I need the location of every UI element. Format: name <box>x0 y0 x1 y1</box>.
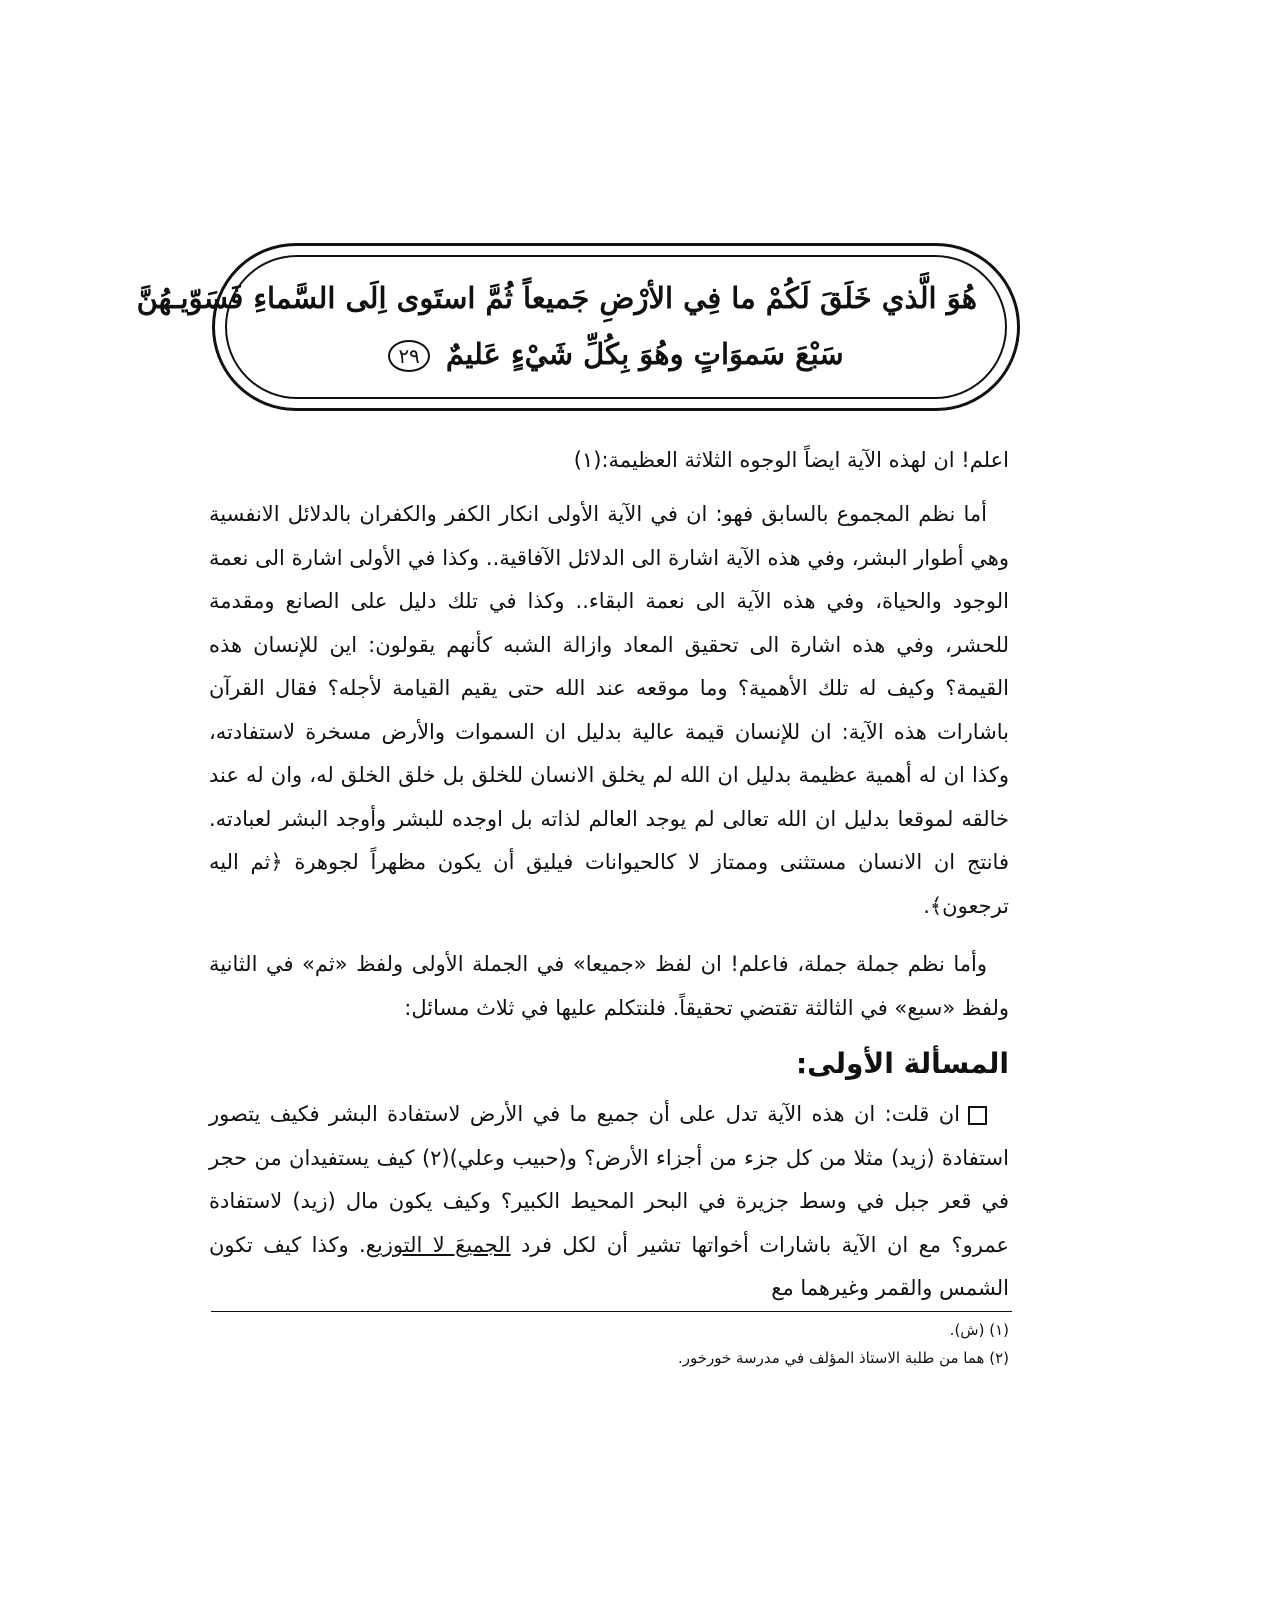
verse-line-1: هُوَ الَّذي خَلَقَ لَكُمْ ما فِي الأرْضِ جَميعاً ثُمَّ استَوى اِلَى السَّماءِ فَسَوّيـهُنَّ <box>136 281 977 315</box>
verse-frame <box>136 243 1020 411</box>
verse-line-2-text: سَبْعَ سَموَاتٍ وهُوَ بِكُلِّ شَيْءٍ عَليمٌ <box>445 337 844 371</box>
footnote-2: (٢) هما من طلبة الاستاذ المؤلف في مدرسة خورخور. <box>677 1349 1009 1367</box>
footnotes <box>678 1316 1009 1372</box>
paragraph-3-end: . وكذا كيف تكون الشمس والقمر وغيرهما مع <box>209 1232 1009 1300</box>
paragraph-3-main: ان قلت: ان هذه الآية تدل على أن جميع ما في الأرض لاستفادة البشر فكيف يتصور استفادة (زيد) مثلا من كل جزء من أجزاء الأرض؟ و(حبيب وعلي)(٢) كيف يستفيدان من حجر في قعر جبل في وسط جزيرة في البحر المحيط الكبير؟ وكيف يكون مال (زيد) لاستفادة عمرو؟ مع ان الآية باشارات أخواتها تشير أن لكل فرد <box>209 1102 1010 1257</box>
paragraph-3-underlined: الجميعَ لا التوزيع <box>365 1232 511 1257</box>
section-heading: المسألة الأولى: <box>795 1047 1009 1080</box>
paragraph-3-block <box>209 1093 1009 1311</box>
verse-line-2 <box>255 326 977 382</box>
paragraph-2: وأما نظم جملة جملة، فاعلم! ان لفظ «جميعا» في الجملة الأولى ولفظ «ثم» في الثانية ولفظ «سبع» في الثالثة تقتضي تحقيقاً. فلنتكلم عليها في ثلاث مسائل: <box>209 952 1009 1020</box>
footnote-divider <box>211 1311 1012 1312</box>
paragraph-2-block <box>209 943 1009 1030</box>
verse-number-badge: ٢٩ <box>388 340 429 372</box>
paragraph-3 <box>209 1093 1009 1311</box>
paragraph-1: أما نظم المجموع بالسابق فهو: ان في الآية الأولى انكار الكفر والكفران بالدلائل الانفسية وهي أطوار البشر، وفي هذه الآية اشارة الى الدلائل الآفاقية.. وكذا في الأولى اشارة الى نعمة الوجود والحياة، وفي هذه الآية الى نعمة البقاء.. وكذا في تلك دليل على الصانع ومقدمة للحشر، وفي هذه اشارة الى تحقيق المعاد وازالة الشبه كأنهم يقولون: اين للإنسان هذه القيمة؟ وكيف له تلك الأهمية؟ وما موقعه عند الله حتى يقيم القيامة لأجله؟ فقال القرآن باشارات هذه الآية: ان للإنسان قيمة عالية بدليل ان السموات والأرض مسخرة لاستفادته، وكذا ان له أهمية عظيمة بدليل ان الله لم يخلق الانسان للخلق بل خلق الخلق له، وان له عند خالقه لموقعا بدليل ان الله تعالى لم يوجد العالم لذاته بل اوجده للبشر وأوجد البشر لعبادته. فانتج ان الانسان مستثنى وممتاز لا كالحيوانات فيليق أن يكون مظهراً لجوهرة ﴿ثم اليه ترجعون﴾. <box>209 502 1009 918</box>
verse-text <box>136 270 977 382</box>
checkbox-icon <box>968 1106 987 1125</box>
intro-line: اعلم! ان لهذه الآية ايضاً الوجوه الثلاثة العظيمة:(١) <box>573 448 1009 472</box>
paragraph-1-block <box>209 493 1009 928</box>
footnote-1: (١) (ش). <box>949 1321 1009 1339</box>
